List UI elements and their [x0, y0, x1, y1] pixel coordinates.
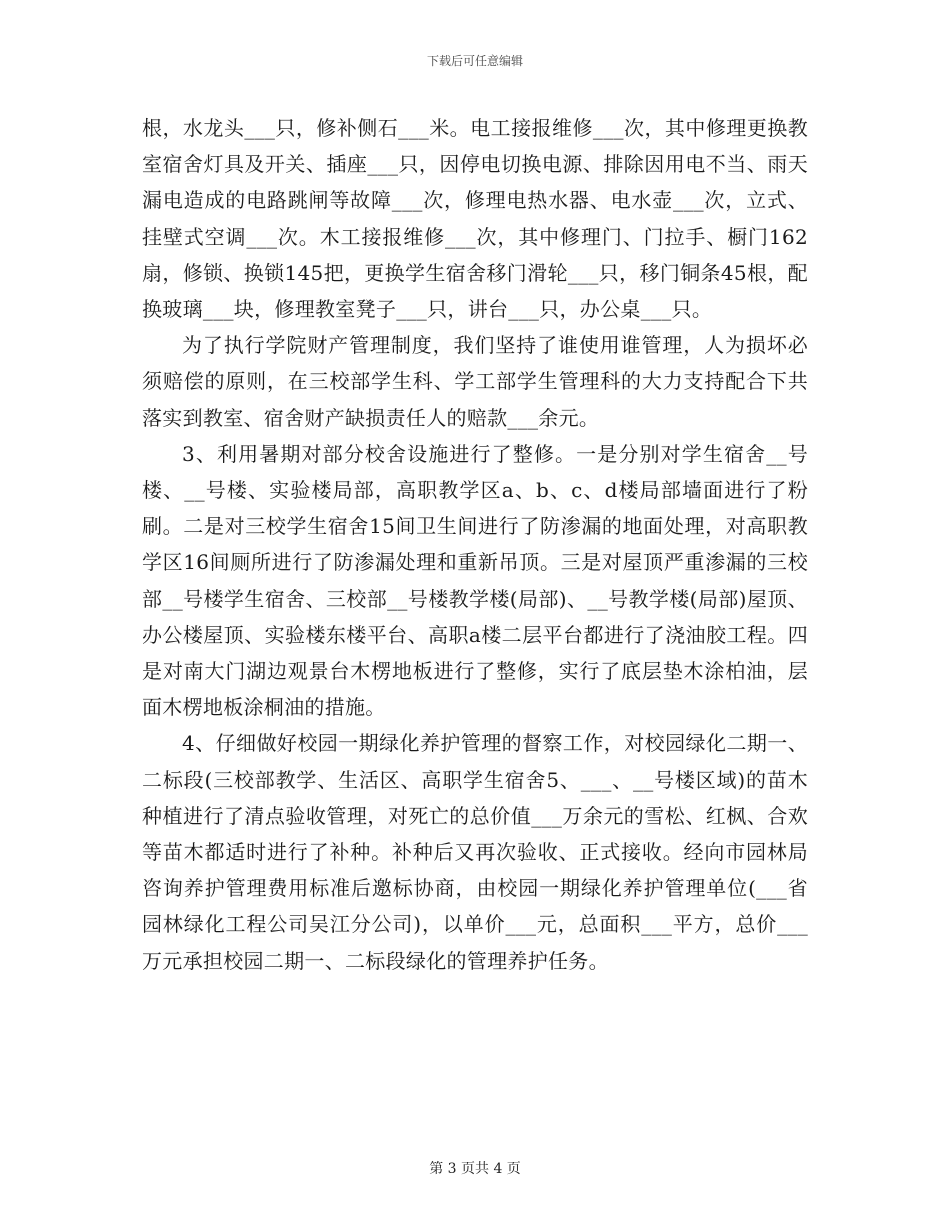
paragraph-repairs-continued: 根，水龙头___只，修补侧石___米。电工接报维修___次，其中修理更换教室宿舍灯具及开关、插座___只，因停电切换电源、排除因用电不当、雨天漏电造成的电路跳闸等故障___次，修理电热水器、电水壶___次，立式、挂壁式空调___次。木工接报维修___次，其中修理门、门拉手、橱门162扇，修锁、换锁145把，更换学生宿舍移门滑轮___只，移门铜条45根，配换玻璃___块，修理教室凳子___只，讲台___只，办公桌___只。 — [142, 116, 808, 322]
paragraph-property-management: 为了执行学院财产管理制度，我们坚持了谁使用谁管理，人为损坏必须赔偿的原则，在三校部学生科、学工部学生管理科的大力支持配合下共落实到教室、宿舍财产缺损责任人的赔款___余元。 — [142, 333, 808, 430]
page-header: 下载后可任意编辑 — [426, 54, 523, 68]
paragraph-summer-renovation: 3、利用暑期对部分校舍设施进行了整修。一是分别对学生宿舍__号楼、__号楼、实验楼局部，高职教学区a、b、c、d楼局部墙面进行了粉刷。二是对三校学生宿舍15间卫生间进行了防渗漏的地面处理，对高职教学区16间厕所进行了防渗漏处理和重新吊顶。三是对屋顶严重渗漏的三校部__号楼学生宿舍、三校部__号楼教学楼(局部)、__号教学楼(局部)屋顶、办公楼屋顶、实验楼东楼平台、高职a楼二层平台都进行了浇油胶工程。四是对南大门湖边观景台木楞地板进行了整修，实行了底层垫木涂柏油，层面木楞地板涂桐油的措施。 — [142, 441, 808, 720]
page-footer: 第 3 页共 4 页 — [429, 1161, 521, 1177]
paragraph-greening-maintenance: 4、仔细做好校园一期绿化养护管理的督察工作，对校园绿化二期一、二标段(三校部教学、生活区、高职学生宿舍5、___、__号楼区域)的苗木种植进行了清点验收管理，对死亡的总价值___万余元的雪松、红枫、合欢等苗木都适时进行了补种。补种后又再次验收、正式接收。经向市园林局咨询养护管理费用标准后邀标协商，由校园一期绿化养护管理单位(___省园林绿化工程公司吴江分公司)，以单价___元，总面积___平方，总价___万元承担校园二期一、二标段绿化的管理养护任务。 — [142, 731, 808, 973]
document-body — [142, 110, 808, 979]
